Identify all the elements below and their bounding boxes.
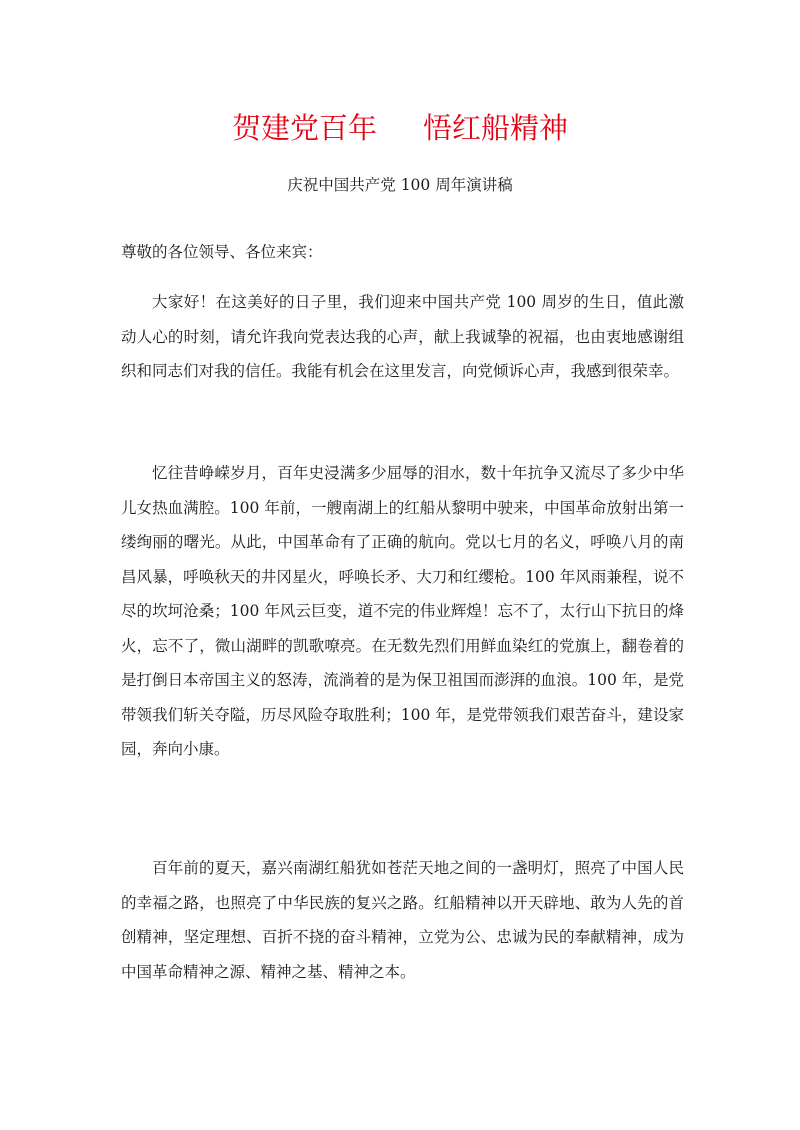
document-subtitle: 庆祝中国共产党 100 周年演讲稿 — [287, 176, 513, 194]
paragraph-3: 百年前的夏天，嘉兴南湖红船犹如苍茫天地之间的一盏明灯，照亮了中国人民的幸福之路，也照亮了中华民族的复兴之路。红船精神以开天辟地、敢为人先的首创精神，坚定理想、百折不挠的奋斗精神，立党为公、忠诚为民的奉献精神，成为中国革命精神之源、精神之基、精神之本。 — [121, 859, 684, 981]
salutation: 尊敬的各位领导、各位来宾： — [121, 243, 323, 261]
paragraph-2: 忆往昔峥嵘岁月，百年史浸满多少屈辱的泪水，数十年抗争又流尽了多少中华儿女热血满腔。100 年前，一艘南湖上的红船从黎明中驶来，中国革命放射出第一缕绚丽的曙光。从此，中国革命有了正确的航向。党以七月的名义，呼唤八月的南昌风暴，呼唤秋天的井冈星火，呼唤长矛、大刀和红缨枪。100 年风雨兼程，说不尽的坎坷沧桑；100 年风云巨变，道不完的伟业辉煌！忘不了，太行山下抗日的烽火，忘不了，微山湖畔的凯歌嘹亮。在无数先烈们用鲜血染红的党旗上，翻卷着的是打倒日本帝国主义的怒涛，流淌着的是为保卫祖国而澎湃的血浪。100 年，是党带领我们斩关夺隘，历尽风险夺取胜利；100 年，是党带领我们艰苦奋斗，建设家园，奔向小康。 — [121, 464, 684, 758]
paragraph-1: 大家好！在这美好的日子里，我们迎来中国共产党 100 周岁的生日，值此激动人心的时刻，请允许我向党表达我的心声，献上我诚挚的祝福，也由衷地感谢组织和同志们对我的信任。我能有机会在这里发言，向党倾诉心声，我感到很荣幸。 — [121, 293, 684, 380]
title-part-1: 贺建党百年 — [231, 111, 377, 145]
document-title — [0, 108, 800, 148]
title-part-2: 悟红船精神 — [423, 111, 569, 145]
